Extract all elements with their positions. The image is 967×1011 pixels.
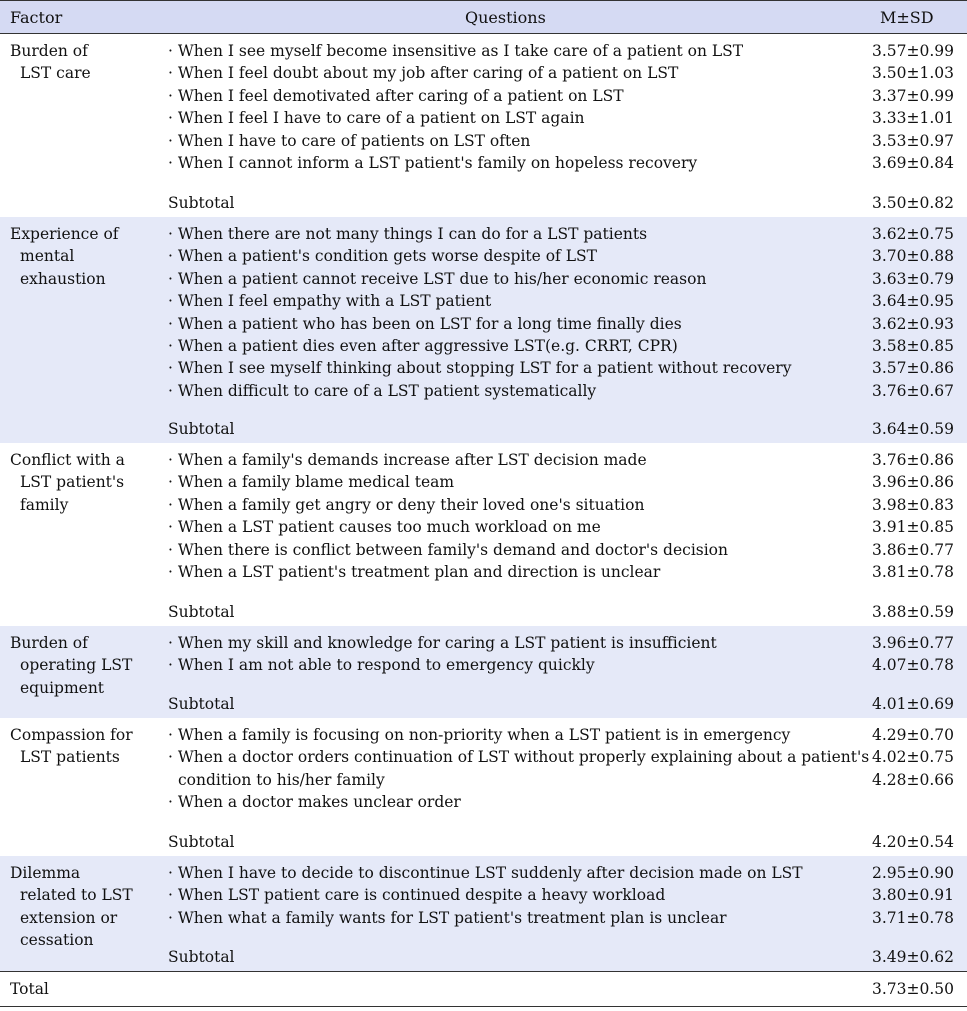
question-item — [160, 449, 860, 471]
msd-value: 3.70±0.88 — [872, 247, 955, 266]
msd-value: 3.57±0.99 — [872, 42, 955, 60]
bullet-marker: · — [168, 109, 178, 128]
msd-value — [860, 791, 967, 813]
msd-value: 2.95±0.90 — [872, 864, 955, 882]
question-text: When difficult to care of a LST patient systematically — [177, 381, 597, 400]
question-item — [160, 769, 860, 791]
question-item — [160, 471, 860, 493]
question-text: When a LST patient causes too much workload on me — [177, 518, 601, 537]
factor-line: extension or — [20, 908, 118, 927]
questions-cell — [160, 217, 860, 443]
factor-line: Burden of — [10, 42, 88, 60]
subtotal-label: Subtotal — [168, 603, 235, 621]
bullet-marker: · — [168, 225, 178, 243]
factor-name — [0, 718, 160, 856]
factor-name — [0, 856, 160, 971]
subtotal-label: Subtotal — [168, 695, 235, 713]
msd-value: 3.58±0.85 — [872, 336, 955, 355]
msd-value: 3.33±1.01 — [872, 109, 955, 128]
bullet-marker: · — [168, 451, 178, 469]
question-text: When a patient cannot receive LST due to his/her economic reason — [177, 269, 707, 288]
factor-name — [0, 443, 160, 626]
msd-value: 3.57±0.86 — [872, 359, 955, 378]
question-item — [160, 516, 860, 538]
question-item — [160, 862, 860, 884]
question-text: When I feel empathy with a LST patient — [177, 292, 492, 311]
msd-value: 3.62±0.75 — [872, 225, 955, 243]
bullet-marker: · — [168, 247, 178, 266]
msd-value: 3.63±0.79 — [872, 269, 955, 288]
factor-line: Experience of — [10, 225, 119, 243]
bullet-marker: · — [168, 495, 178, 514]
question-text: When there are not many things I can do for a LST patients — [177, 225, 648, 243]
factor-name — [0, 626, 160, 718]
factor-name — [0, 34, 160, 217]
questions-cell — [160, 443, 860, 626]
bullet-marker: · — [168, 726, 178, 744]
bullet-marker: · — [168, 269, 178, 288]
question-item — [160, 632, 860, 654]
bullet-marker: · — [168, 864, 178, 882]
factor-line: related to LST — [20, 886, 133, 905]
factor-name — [0, 217, 160, 443]
msd-value: 4.07±0.78 — [872, 656, 955, 675]
subtotal-value: 3.88±0.59 — [872, 603, 955, 621]
question-item — [160, 561, 860, 583]
factor-line: mental — [20, 247, 75, 266]
question-text: When I feel demotivated after caring of a patient on LST — [177, 86, 624, 105]
question-item — [160, 494, 860, 516]
msd-value: 3.37±0.99 — [872, 86, 955, 105]
factor-line: Dilemma — [10, 864, 81, 882]
bullet-marker: · — [168, 908, 178, 927]
msd-value: 3.81±0.78 — [872, 562, 955, 581]
msd-value: 4.29±0.70 — [872, 726, 955, 744]
factor-line: exhaustion — [20, 269, 106, 288]
questions-cell — [160, 34, 860, 217]
factor-line: LST care — [20, 64, 91, 83]
question-text: When I am not able to respond to emergency quickly — [177, 656, 595, 675]
total-value: 3.73±0.50 — [872, 980, 955, 998]
bullet-marker: · — [168, 540, 178, 559]
questions-cell — [160, 856, 860, 971]
subtotal-value: 4.20±0.54 — [872, 833, 955, 851]
question-item — [160, 107, 860, 129]
bullet-marker: · — [168, 314, 178, 333]
factor-section — [0, 34, 967, 217]
header-factor: Factor — [10, 8, 63, 27]
msd-value: 4.02±0.75 — [872, 748, 955, 767]
question-text: When I feel doubt about my job after caring of a patient on LST — [177, 64, 679, 83]
bullet-marker: · — [168, 131, 178, 150]
question-item — [160, 152, 860, 174]
question-text: When what a family wants for LST patient's treatment plan is unclear — [177, 908, 727, 927]
question-text: When I have to care of patients on LST often — [177, 131, 531, 150]
msd-value: 3.64±0.95 — [872, 292, 955, 311]
factor-line: family — [20, 495, 69, 514]
question-item — [160, 907, 860, 929]
question-item — [160, 40, 860, 62]
bullet-marker: · — [168, 292, 178, 311]
bullet-marker: · — [168, 656, 178, 675]
msd-value: 3.76±0.86 — [872, 451, 955, 469]
bullet-marker: · — [168, 153, 178, 172]
msd-cell — [860, 34, 967, 217]
msd-value: 3.76±0.67 — [872, 381, 955, 400]
question-text: When a doctor makes unclear order — [177, 793, 461, 812]
bullet-marker: · — [168, 86, 178, 105]
question-text: When a LST patient's treatment plan and direction is unclear — [177, 562, 661, 581]
question-text: When a family get angry or deny their loved one's situation — [177, 495, 645, 514]
question-item — [160, 791, 860, 813]
msd-value: 3.62±0.93 — [872, 314, 955, 333]
question-item — [160, 335, 860, 357]
question-item — [160, 746, 870, 768]
bullet-marker: · — [168, 748, 178, 767]
bullet-marker: · — [168, 64, 178, 83]
question-item — [160, 313, 860, 335]
msd-value: 3.50±1.03 — [872, 64, 955, 83]
subtotal-label: Subtotal — [168, 194, 235, 212]
total-label: Total — [10, 980, 49, 998]
factor-section — [0, 443, 967, 626]
msd-value: 3.91±0.85 — [872, 518, 955, 537]
question-item — [160, 62, 860, 84]
bullet-marker: · — [168, 381, 178, 400]
question-item — [160, 380, 860, 402]
bullet-marker: · — [168, 473, 178, 492]
question-item — [160, 130, 860, 152]
msd-value: 3.96±0.86 — [872, 473, 955, 492]
question-item — [160, 245, 860, 267]
bullet-marker: · — [168, 42, 178, 60]
factor-line: LST patient's — [20, 473, 125, 492]
msd-value: 4.28±0.66 — [872, 770, 955, 789]
msd-value: 3.86±0.77 — [872, 540, 955, 559]
msd-cell — [860, 443, 967, 626]
header-questions: Questions — [465, 8, 546, 27]
factor-section — [0, 718, 967, 856]
question-item — [160, 268, 860, 290]
factor-line: equipment — [20, 678, 105, 697]
factor-line: cessation — [20, 931, 94, 950]
question-text: When I cannot inform a LST patient's family on hopeless recovery — [177, 153, 698, 172]
table-header — [0, 0, 967, 34]
question-text: When a family is focusing on non-priority when a LST patient is in emergency — [177, 726, 791, 744]
header-msd: M±SD — [880, 8, 934, 27]
question-item — [160, 539, 860, 561]
question-text: When a family blame medical team — [177, 473, 455, 492]
bullet-marker: · — [168, 562, 178, 581]
question-item — [160, 223, 860, 245]
question-text: When I see myself thinking about stopping LST for a patient without recovery — [177, 359, 792, 378]
bullet-marker: · — [168, 336, 178, 355]
question-text: When I see myself become insensitive as I take care of a patient on LST — [177, 42, 744, 60]
question-text: When my skill and knowledge for caring a LST patient is insufficient — [177, 634, 717, 652]
question-item — [160, 357, 860, 379]
bullet-marker: · — [168, 886, 178, 905]
factor-line: Burden of — [10, 634, 88, 652]
factor-line: operating LST — [20, 656, 133, 675]
msd-value: 3.53±0.97 — [872, 131, 955, 150]
factor-section — [0, 217, 967, 443]
question-text: When a family's demands increase after LST decision made — [177, 451, 647, 469]
msd-value: 3.98±0.83 — [872, 495, 955, 514]
question-text: When a patient's condition gets worse despite of LST — [177, 247, 597, 266]
question-item — [160, 290, 860, 312]
msd-value: 3.71±0.78 — [872, 908, 955, 927]
table-body — [0, 34, 967, 971]
question-text: When LST patient care is continued despite a heavy workload — [177, 886, 666, 905]
total-row — [0, 971, 967, 1007]
msd-value: 3.69±0.84 — [872, 153, 955, 172]
subtotal-value: 3.50±0.82 — [872, 194, 955, 212]
factor-line: Conflict with a — [10, 451, 125, 469]
bullet-marker: · — [168, 793, 178, 812]
factor-line: LST patients — [20, 748, 120, 767]
subtotal-value: 3.64±0.59 — [872, 420, 955, 438]
factor-section — [0, 626, 967, 718]
question-text: When a doctor orders continuation of LST without properly explaining about a patient's — [177, 748, 870, 767]
question-text: When I have to decide to discontinue LST suddenly after decision made on LST — [177, 864, 803, 882]
question-text: When there is conflict between family's demand and doctor's decision — [177, 540, 728, 559]
bullet-marker: · — [168, 359, 178, 378]
bullet-marker: · — [168, 518, 178, 537]
question-text: condition to his/her family — [178, 770, 385, 789]
msd-value: 3.80±0.91 — [872, 886, 955, 905]
subtotal-label: Subtotal — [168, 833, 235, 851]
msd-cell — [860, 217, 967, 443]
bullet-marker: · — [168, 634, 178, 652]
subtotal-label: Subtotal — [168, 420, 235, 438]
question-text: When I feel I have to care of a patient on LST again — [177, 109, 585, 128]
question-item — [160, 85, 860, 107]
question-item — [160, 724, 860, 746]
question-item — [160, 654, 860, 676]
factor-line: Compassion for — [10, 726, 133, 744]
subtotal-value: 4.01±0.69 — [872, 695, 955, 713]
factor-section — [0, 856, 967, 971]
questions-cell — [160, 626, 860, 718]
subtotal-value: 3.49±0.62 — [872, 948, 955, 966]
question-text: When a patient dies even after aggressive LST(e.g. CRRT, CPR) — [177, 336, 678, 355]
question-item — [160, 884, 860, 906]
msd-value: 3.96±0.77 — [872, 634, 955, 652]
questions-cell — [160, 718, 870, 856]
question-text: When a patient who has been on LST for a long time finally dies — [177, 314, 682, 333]
subtotal-label: Subtotal — [168, 948, 235, 966]
